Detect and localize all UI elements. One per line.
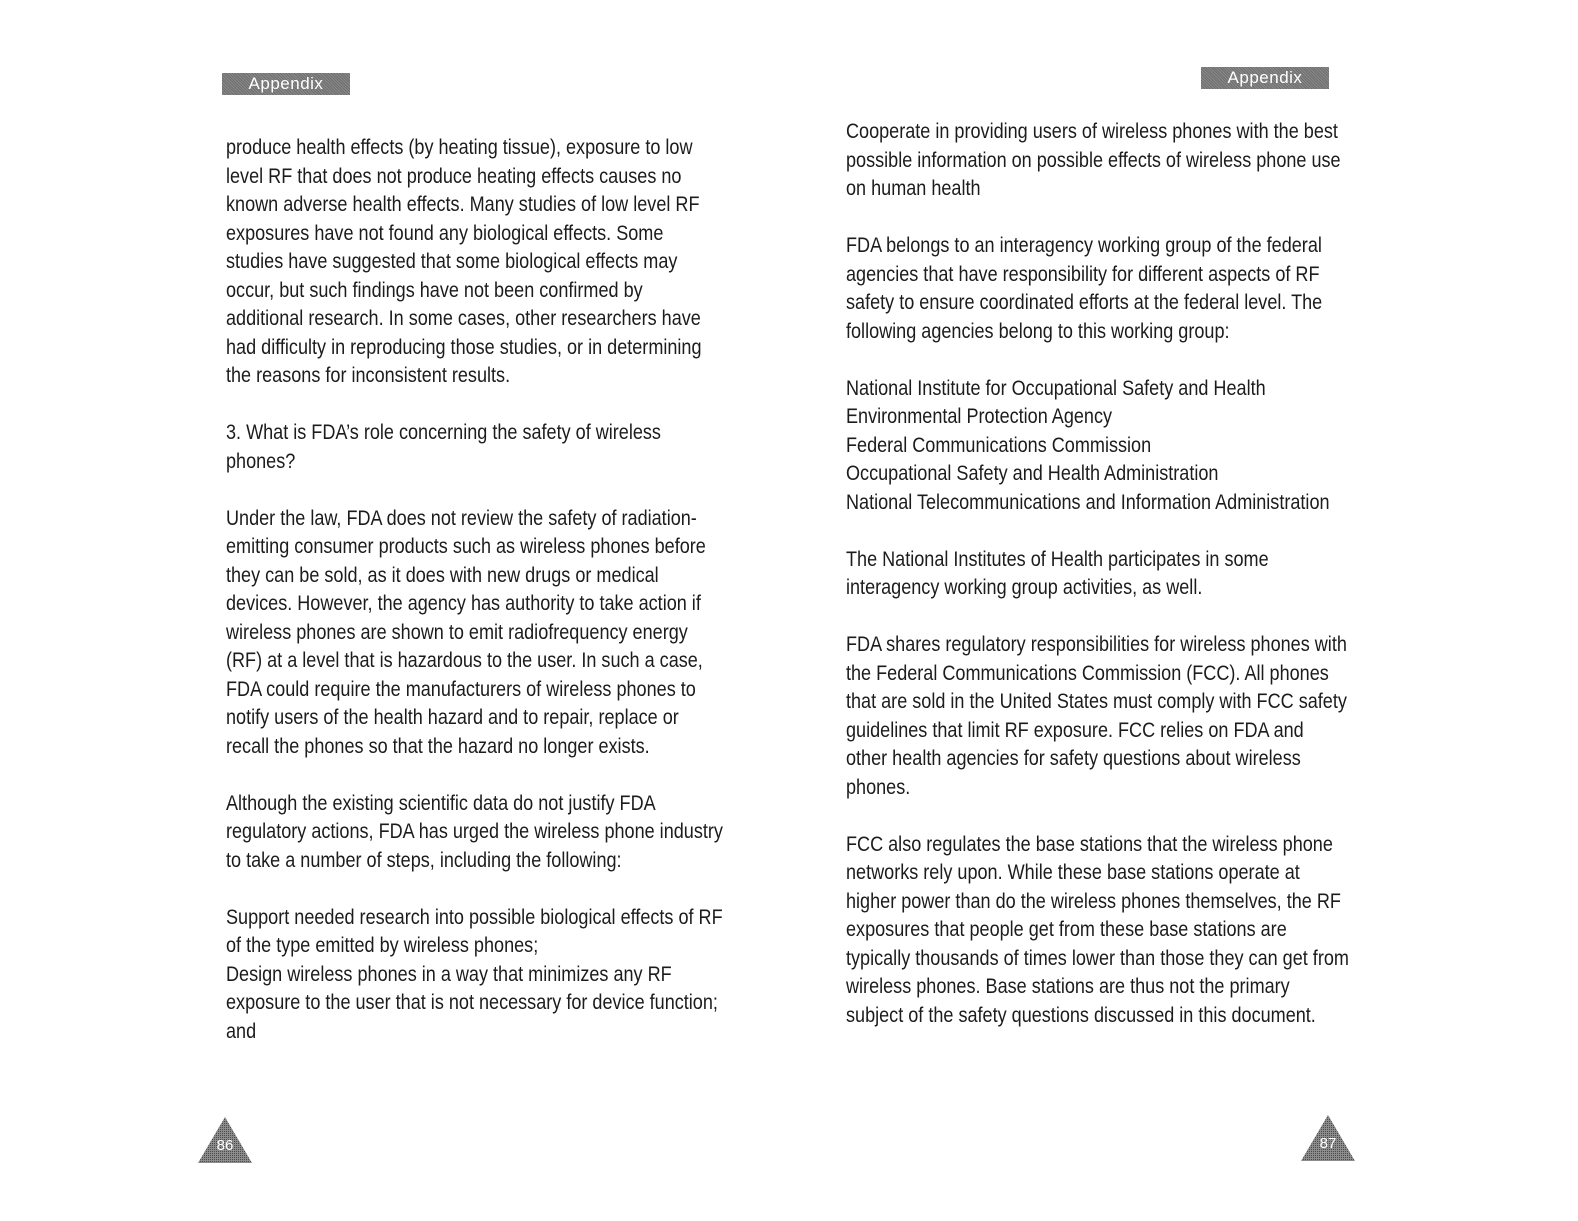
left-page-body xyxy=(226,134,725,1046)
page-number: 86 xyxy=(216,1137,234,1154)
page-number-badge xyxy=(196,1115,254,1165)
paragraph: FDA belongs to an interagency working group of the federal agencies that have responsibility for different aspects of RF safety to ensure coordinated efforts at the federal level. The following agencies belong to this working group: xyxy=(846,234,1323,343)
appendix-header-tag: Appendix xyxy=(222,73,350,95)
agency-item: National Telecommunications and Information Administration xyxy=(846,490,1330,514)
list-item: Design wireless phones in a way that minimizes any RF exposure to the user that is not necessary for device function; and xyxy=(226,962,718,1043)
page-number-badge xyxy=(1299,1113,1357,1163)
paragraph: FCC also regulates the base stations that the wireless phone networks rely upon. While these base stations operate at higher power than do the wireless phones themselves, the RF exposures that people get from these base stations are typically thousands of times lower than those they can get from wireless phones. Base stations are thus not the primary subject of the safety questions discussed in this document. xyxy=(846,832,1349,1027)
list-item: Support needed research into possible biological effects of RF of the type emitted by wireless phones; xyxy=(226,905,723,957)
right-page xyxy=(789,0,1578,1221)
agency-item: Federal Communications Commission xyxy=(846,433,1152,457)
paragraph: FDA shares regulatory responsibilities for wireless phones with the Federal Communications Commission (FCC). All phones that are sold in the United States must comply with FCC safety guidelines that limit RF exposure. FCC relies on FDA and other health agencies for safety questions about wireless phones. xyxy=(846,633,1347,799)
agency-item: Environmental Protection Agency xyxy=(846,405,1113,428)
page-number: 87 xyxy=(1319,1135,1337,1152)
agency-item: National Institute for Occupational Safety and Health xyxy=(846,376,1266,400)
appendix-header-tag: Appendix xyxy=(1201,67,1329,89)
list-item: Cooperate in providing users of wireless phones with the best possible information on possible effects of wireless phone use on human health xyxy=(846,120,1341,200)
paragraph: The National Institutes of Health participates in some interagency working group activities, as well. xyxy=(846,547,1269,599)
agency-list xyxy=(846,375,1349,518)
paragraph: Under the law, FDA does not review the safety of radiation-emitting consumer products such as wireless phones before they can be sold, as it does with new drugs or medical devices. However, the agency has authority to take action if wireless phones are shown to emit radiofrequency energy (RF) at a level that is hazardous to the user. In such a case, FDA could require the manufacturers of wireless phones to notify users of the health hazard and to repair, replace or recall the phones so that the hazard no longer exists. xyxy=(226,506,706,758)
right-page-body xyxy=(846,118,1349,1030)
section-question: 3. What is FDA’s role concerning the safety of wireless phones? xyxy=(226,421,661,473)
paragraph: Although the existing scientific data do not justify FDA regulatory actions, FDA has urged the wireless phone industry to take a number of steps, including the following: xyxy=(226,791,723,872)
paragraph: produce health effects (by heating tissue), exposure to low level RF that does not produce heating effects causes no known adverse health effects. Many studies of low level RF exposures have not found any biological effects. Some studies have suggested that some biological effects may occur, but such findings have not been confirmed by additional research. In some cases, other researchers have had difficulty in reproducing those studies, or in determining the reasons for inconsistent results. xyxy=(226,136,702,387)
agency-item: Occupational Safety and Health Administration xyxy=(846,462,1219,485)
